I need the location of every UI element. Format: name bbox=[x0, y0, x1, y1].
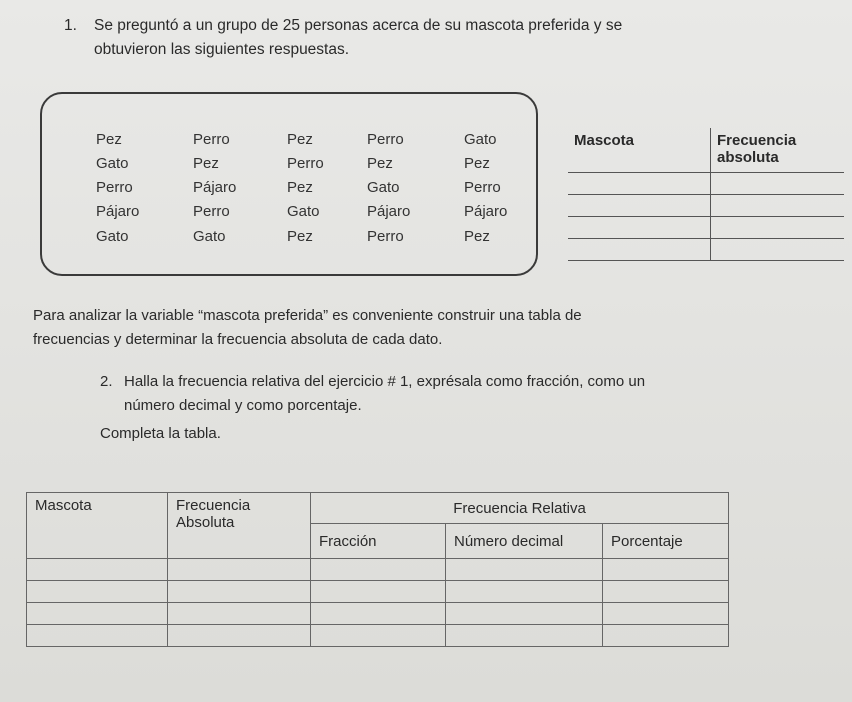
response-cell: Perro bbox=[193, 203, 230, 220]
table1-cell[interactable] bbox=[711, 195, 845, 217]
table2-cell[interactable] bbox=[446, 559, 603, 581]
instructions-paragraph bbox=[33, 304, 582, 352]
table2-cell[interactable] bbox=[603, 559, 729, 581]
table1-row bbox=[568, 239, 844, 261]
table2-cell[interactable] bbox=[27, 603, 168, 625]
response-cell: Pez bbox=[367, 155, 393, 172]
table1-cell[interactable] bbox=[568, 195, 711, 217]
table1-cell[interactable] bbox=[568, 173, 711, 195]
paragraph-line-2: frecuencias y determinar la frecuencia absoluta de cada dato. bbox=[33, 331, 443, 348]
response-cell: Pez bbox=[464, 228, 490, 245]
table2-cell[interactable] bbox=[168, 625, 311, 647]
table2-cell[interactable] bbox=[311, 581, 446, 603]
response-cell: Pájaro bbox=[464, 203, 508, 220]
table2-cell[interactable] bbox=[27, 625, 168, 647]
table2-cell[interactable] bbox=[446, 603, 603, 625]
table2-cell[interactable] bbox=[27, 559, 168, 581]
question-2-line-3: Completa la tabla. bbox=[100, 425, 221, 442]
response-cell: Perro bbox=[464, 179, 501, 196]
table2-row bbox=[27, 559, 729, 581]
table1-cell[interactable] bbox=[568, 239, 711, 261]
response-cell: Pez bbox=[193, 155, 219, 172]
table1-header-frecuencia bbox=[711, 128, 845, 173]
table2-cell[interactable] bbox=[168, 603, 311, 625]
response-cell: Gato bbox=[464, 131, 497, 148]
table2-cell[interactable] bbox=[603, 581, 729, 603]
table2-header-frecuencia-relativa: Frecuencia Relativa bbox=[311, 493, 729, 524]
response-cell: Pez bbox=[96, 131, 122, 148]
response-cell: Gato bbox=[193, 228, 226, 245]
frequency-table-relative bbox=[26, 492, 729, 647]
table1-header-frecuencia-line2: absoluta bbox=[717, 149, 779, 166]
table2-cell[interactable] bbox=[311, 603, 446, 625]
frequency-table-absolute bbox=[568, 128, 844, 261]
table2-cell[interactable] bbox=[603, 625, 729, 647]
question-1-line-1: Se preguntó a un grupo de 25 personas acerca de su mascota preferida y se bbox=[94, 17, 623, 34]
table2-row bbox=[27, 625, 729, 647]
response-cell: Perro bbox=[367, 131, 404, 148]
table1-cell[interactable] bbox=[711, 239, 845, 261]
response-cell: Pájaro bbox=[96, 203, 140, 220]
response-cell: Perro bbox=[367, 228, 404, 245]
table2-header-porcentaje: Porcentaje bbox=[603, 524, 729, 559]
response-cell: Pez bbox=[464, 155, 490, 172]
table2-header-numero-decimal: Número decimal bbox=[446, 524, 603, 559]
table1-header-mascota: Mascota bbox=[574, 132, 635, 149]
question-2-line-2: número decimal y como porcentaje. bbox=[124, 397, 362, 414]
response-cell: Gato bbox=[367, 179, 400, 196]
table2-cell[interactable] bbox=[168, 581, 311, 603]
response-cell: Pez bbox=[287, 179, 313, 196]
table2-cell[interactable] bbox=[446, 581, 603, 603]
response-cell: Perro bbox=[287, 155, 324, 172]
response-cell: Pájaro bbox=[367, 203, 411, 220]
question-2-line-1: Halla la frecuencia relativa del ejercicio # 1, exprésala como fracción, como un bbox=[124, 373, 646, 390]
response-cell: Gato bbox=[96, 228, 129, 245]
table1-cell[interactable] bbox=[711, 217, 845, 239]
table2-header-fraccion: Fracción bbox=[311, 524, 446, 559]
table1-header-frecuencia-line1: Frecuencia bbox=[717, 132, 797, 149]
question-1-line-2: obtuvieron las siguientes respuestas. bbox=[94, 41, 350, 58]
table2-header-frecuencia-line2: Absoluta bbox=[176, 514, 235, 531]
response-cell: Gato bbox=[287, 203, 320, 220]
table2-row bbox=[27, 581, 729, 603]
table2-cell[interactable] bbox=[603, 603, 729, 625]
response-cell: Gato bbox=[96, 155, 129, 172]
table1-row bbox=[568, 173, 844, 195]
table2-header-frecuencia bbox=[168, 493, 311, 559]
table1-cell[interactable] bbox=[568, 217, 711, 239]
paragraph-line-1: Para analizar la variable “mascota preferida” es conveniente construir una tabla de bbox=[33, 307, 582, 324]
table1-cell[interactable] bbox=[711, 173, 845, 195]
table2-cell[interactable] bbox=[446, 625, 603, 647]
table2-header-mascota: Mascota bbox=[27, 493, 168, 559]
table2-cell[interactable] bbox=[311, 559, 446, 581]
table2-row bbox=[27, 603, 729, 625]
table2-header-frecuencia-line1: Frecuencia bbox=[176, 497, 251, 514]
table2-cell[interactable] bbox=[168, 559, 311, 581]
response-cell: Pez bbox=[287, 131, 313, 148]
response-cell: Pájaro bbox=[193, 179, 237, 196]
response-cell: Pez bbox=[287, 228, 313, 245]
table2-cell[interactable] bbox=[311, 625, 446, 647]
table2-cell[interactable] bbox=[27, 581, 168, 603]
table1-row bbox=[568, 217, 844, 239]
table1-row bbox=[568, 195, 844, 217]
response-cell: Perro bbox=[96, 179, 133, 196]
question-1-number: 1. bbox=[64, 17, 77, 34]
question-2-number: 2. bbox=[100, 373, 113, 390]
response-cell: Perro bbox=[193, 131, 230, 148]
